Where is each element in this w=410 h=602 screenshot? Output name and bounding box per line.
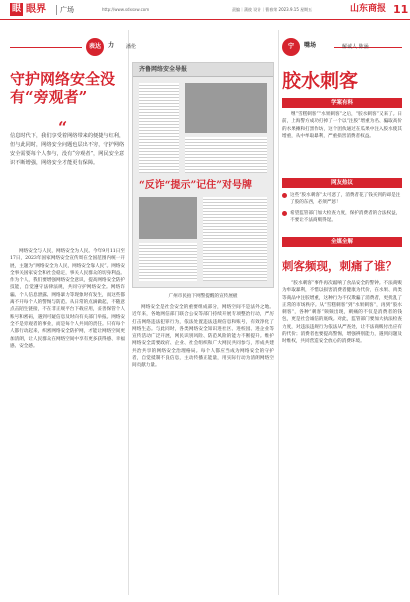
tag-badge: 表达 <box>86 38 104 56</box>
article-intro: 信息时代下，我们享受着网络带来的便捷与红利，但与此同时，网络安全问题也层出不穷，守护网络安全需要每个人参与，没有“旁观者”，网民安全意识不断增强，网络安全才能更有保障。 <box>10 133 125 166</box>
section-band-comments: 网友热议 <box>282 178 402 188</box>
comment-text: 这些“胶水刺客”太可恶了，消费者花了钱买到的却是注了胶的东西，必须严惩！ <box>290 193 401 206</box>
comment-item <box>282 210 402 225</box>
case-paragraph: 继“雪糕刺客”“水果刺客”之后，“胶水刺客”又来了。日前，上海警方成功打掉了一个以“注胶”增重为名、骗取高价的水果摊和打黑作坊，这个团伙通过在瓜果中注入胶水使其增重，从中牟取暴利，严重损害消费者权益。 <box>282 112 402 139</box>
tag-label: 力 <box>108 42 115 49</box>
site-url[interactable]: http://www.sdxsxw.com <box>102 7 150 12</box>
column-divider <box>128 30 129 595</box>
author-name: 潘伦 <box>126 44 137 50</box>
newspaper-masthead-text: 齐鲁网络安全导报 <box>139 66 188 73</box>
logo-mark: 眼 <box>11 4 21 14</box>
newspaper-text-block <box>185 137 267 173</box>
tag-badge: 宁 <box>282 38 300 56</box>
tag-label: 嘴场 <box>304 42 317 49</box>
page-header <box>0 0 410 20</box>
comment-item <box>282 192 402 207</box>
column-divider <box>278 30 279 595</box>
newspaper-photo <box>132 62 274 288</box>
newspaper-text-block <box>203 197 267 281</box>
header-meta: 责编｜蒲彼 设计｜曹春荣 2023.9.15 星期五 <box>232 7 313 12</box>
newspaper-photo-block <box>185 83 267 133</box>
photo-caption: 广州市民拍下网警提醒的宣传展板 <box>168 294 238 299</box>
page-number: 11 <box>393 3 409 16</box>
newspaper-name: 山东商报 <box>350 4 387 14</box>
quote-icon: “ <box>58 118 68 137</box>
netizen-comments <box>282 192 402 227</box>
article-body: 网络安全与人民，网络安全为人民。今年9月11日至17日，2023年国家网络安全宣传周在全国范围内统一开展，主题为“网络安全为人民，网络安全靠人民”。网络安全事关国家安全和社会稳定，事关人民群众的切身利益。作为个人，我们要增强网络安全意识，提高网络安全防护技能，自觉遵守法律法规，共同守护网络安全。网络诈骗、个人信息泄露、网络暴力等现象时有发生，而这些都离不开每个人的警惕与防范。从日常的点滴做起，不随意点击陌生链接，不在非正规平台下载应用，妥善保管个人账号和密码，遇到可疑信息及时向有关部门举报。网络安全不是旁观者的事业，而是每个人共同的责任。只有每个人都行动起来，织密网络安全防护网，才能让网络空间更加清朗，让人民群众在网络空间中享有更多获得感、幸福感、安全感。 <box>10 249 125 349</box>
section-band-analysis: 全媒全解 <box>282 237 402 247</box>
logo-text: 眼界 <box>26 4 46 15</box>
author-name-right: 解诚人 陈涵 <box>342 44 369 50</box>
article-title-right: 胶水刺客 <box>282 70 359 92</box>
column-tag <box>10 38 140 56</box>
newspaper-masthead <box>133 63 273 77</box>
newspaper-text-block <box>139 83 179 173</box>
section-band-case: 学案有料 <box>282 98 402 108</box>
header-divider <box>56 5 57 15</box>
section-name: 广场 <box>60 6 74 14</box>
newspaper-headline: “反诈“提示”记住”对号牌 <box>139 180 253 191</box>
newspaper-photo-block <box>139 197 197 239</box>
tag-rule <box>10 47 82 48</box>
analysis-body: “胶水刺客”事件再次敲响了食品安全的警钟。不法商贩为牟取暴利，不惜以损害消费者健康为代价，在水果、肉类等商品中注胶增重，这种行为不仅欺骗了消费者，更扰乱了正常的市场秩序。从“雪糕刺客”到“水果刺客”，再到“胶水刺客”，各种“刺客”频频出现，刺痛的不仅是消费者的钱包，更是社会诚信的底线。对此，监管部门要加大执法检查力度，对违法违规行为依法从严查处，让不法商贩付出应有的代价；消费者也要提高警惕，增强辨别能力，遇到问题及时维权，共同营造安全放心的消费环境。 <box>282 281 402 345</box>
article-title: 守护网络安全没有“旁观者” <box>10 70 116 106</box>
comment-text: 希望监管部门加大检查力度，保护消费者的合法权益，不要让不法商贩得逞。 <box>290 210 401 223</box>
analysis-title: 刺客频现，刺痛了谁？ <box>282 259 397 273</box>
article-body-middle: 网络安全是社会安全的重要组成部分，网络空间不是法外之地。近年来，各地网信部门联合公安等部门持续开展专项整治行动，严厉打击网络违法犯罪行为，依法处置违法违规信息和账号，有效净化了网络生态。与此同时，各类网络安全知识进社区、进校园、进企业等宣传活动广泛开展，网民识别风险、防范风险的能力不断提升。维护网络安全需要政府、企业、社会组织和广大网民共同参与，形成共建共治共享的网络安全治理格局。每个人都应当成为网络安全的守护者，自觉抵制不良信息，主动传播正能量，用实际行动为清朗网络空间贡献力量。 <box>132 305 274 369</box>
newspaper-text-block <box>139 243 197 281</box>
speech-bubble-icon <box>282 193 287 198</box>
speech-bubble-icon <box>282 211 287 216</box>
